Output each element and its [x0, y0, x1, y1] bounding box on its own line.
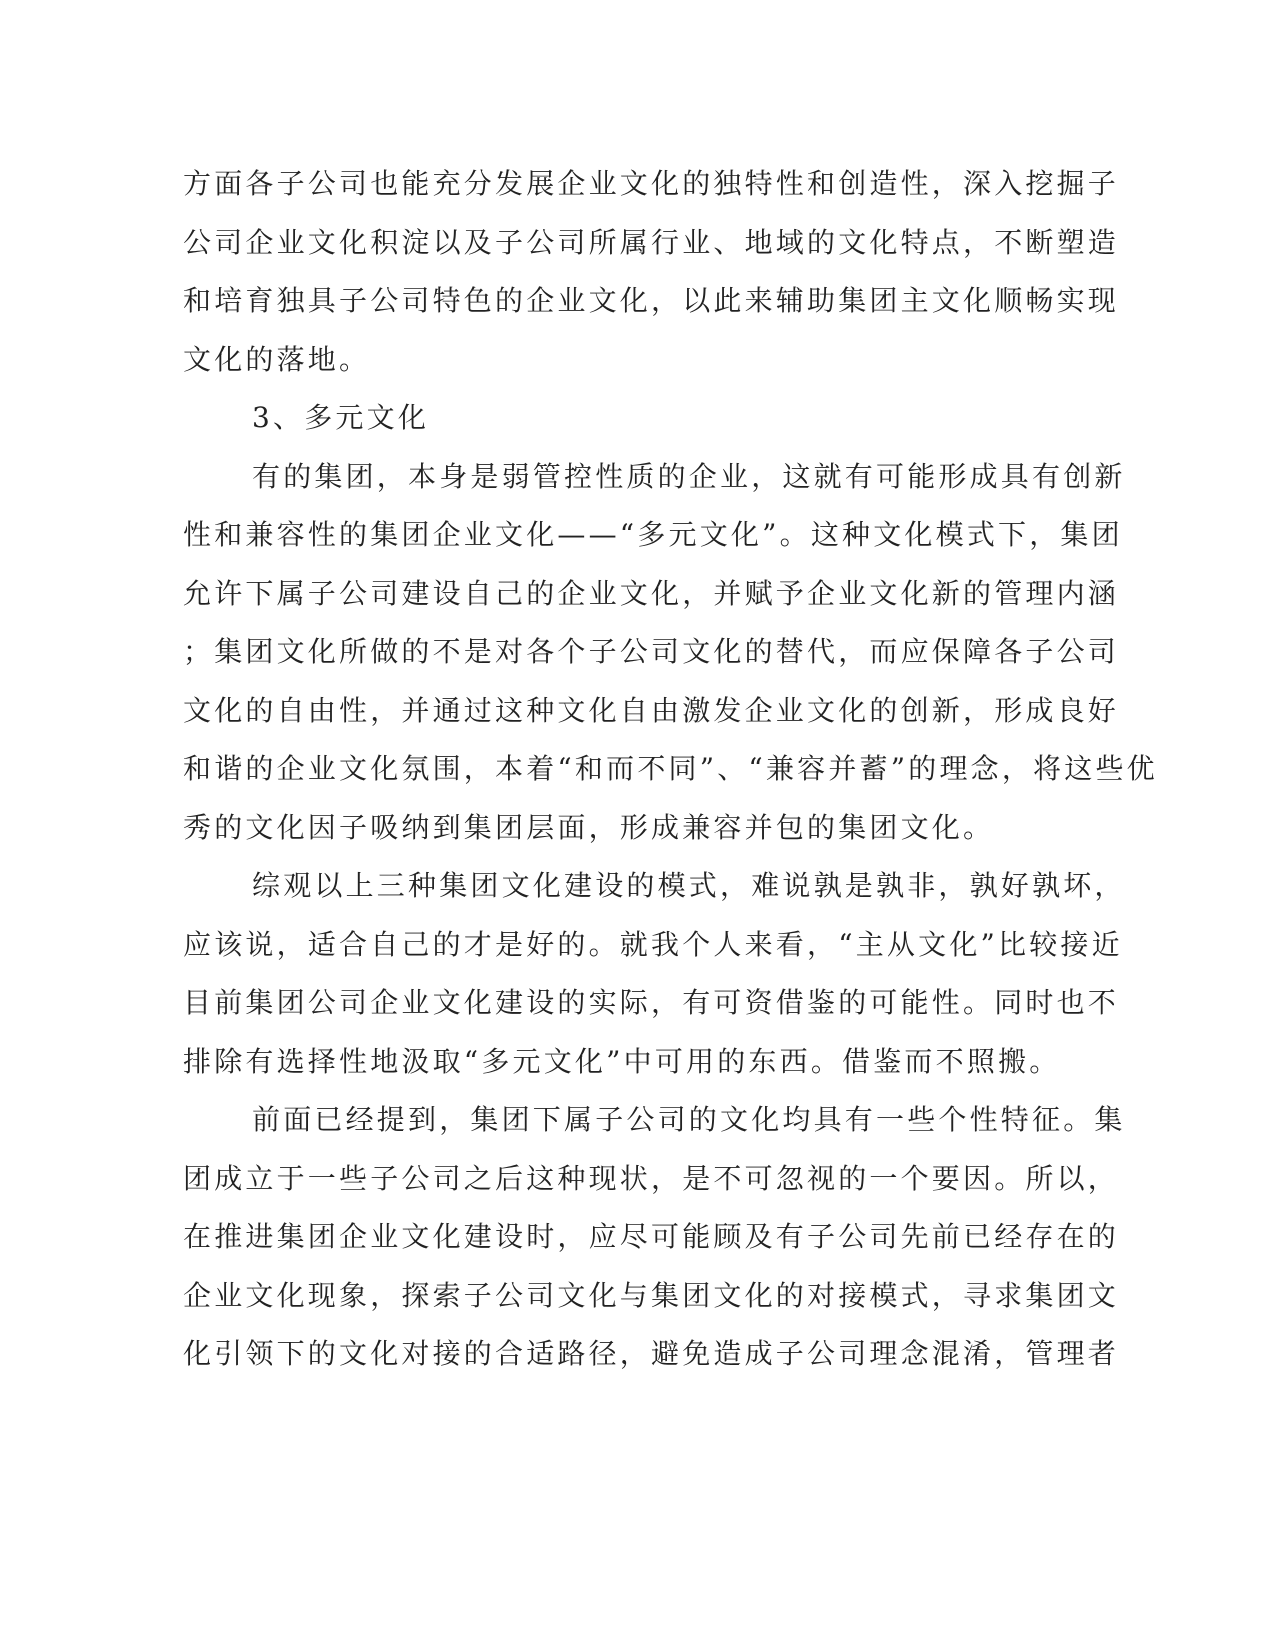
text-line: 前面已经提到，集团下属子公司的文化均具有一些个性特征。集: [252, 1103, 1126, 1136]
text-line: 公司企业文化积淀以及子公司所属行业、地域的文化特点，不断塑造: [183, 225, 1120, 259]
text-line: 企业文化现象，探索子公司文化与集团文化的对接模式，寻求集团文: [183, 1278, 1120, 1312]
text-line: 目前集团公司企业文化建设的实际，有可资借鉴的可能性。同时也不: [183, 986, 1120, 1019]
text-line: 文化的自由性，并通过这种文化自由激发企业文化的创新，形成良好: [183, 693, 1120, 727]
text-line: 允许下属子公司建设自己的企业文化，并赋予企业文化新的管理内涵: [183, 576, 1120, 610]
text-line: 排除有选择性地汲取“多元文化”中可用的东西。借鉴而不照搬。: [183, 1044, 1061, 1078]
section-heading: 3、多元文化: [252, 401, 430, 434]
text-line: 在推进集团企业文化建设时，应尽可能顾及有子公司先前已经存在的: [183, 1220, 1120, 1253]
body-text: [183, 155, 1158, 1384]
text-line: 化引领下的文化对接的合适路径，避免造成子公司理念混淆，管理者: [183, 1337, 1120, 1370]
text-line: 有的集团，本身是弱管控性质的企业，这就有可能形成具有创新: [252, 459, 1126, 493]
text-line: 性和兼容性的集团企业文化——“多元文化”。这种文化模式下，集团: [183, 518, 1123, 551]
text-line: 应该说，适合自己的才是好的。就我个人来看，“主从文化”比较接近: [183, 927, 1123, 961]
text-line: 和培育独具子公司特色的企业文化，以此来辅助集团主文化顺畅实现: [183, 284, 1120, 317]
text-line: ；集团文化所做的不是对各个子公司文化的替代，而应保障各子公司: [183, 635, 1120, 668]
text-line: 综观以上三种集团文化建设的模式，难说孰是孰非，孰好孰坏，: [252, 869, 1126, 902]
text-line: 方面各子公司也能充分发展企业文化的独特性和创造性，深入挖掘子: [183, 167, 1120, 200]
text-line: 文化的落地。: [183, 342, 371, 376]
text-line: 和谐的企业文化氛围，本着“和而不同”、“兼容并蓄”的理念，将这些优: [183, 752, 1158, 785]
text-line: 团成立于一些子公司之后这种现状，是不可忽视的一个要因。所以，: [183, 1161, 1120, 1195]
text-line: 秀的文化因子吸纳到集团层面，形成兼容并包的集团文化。: [183, 810, 995, 844]
